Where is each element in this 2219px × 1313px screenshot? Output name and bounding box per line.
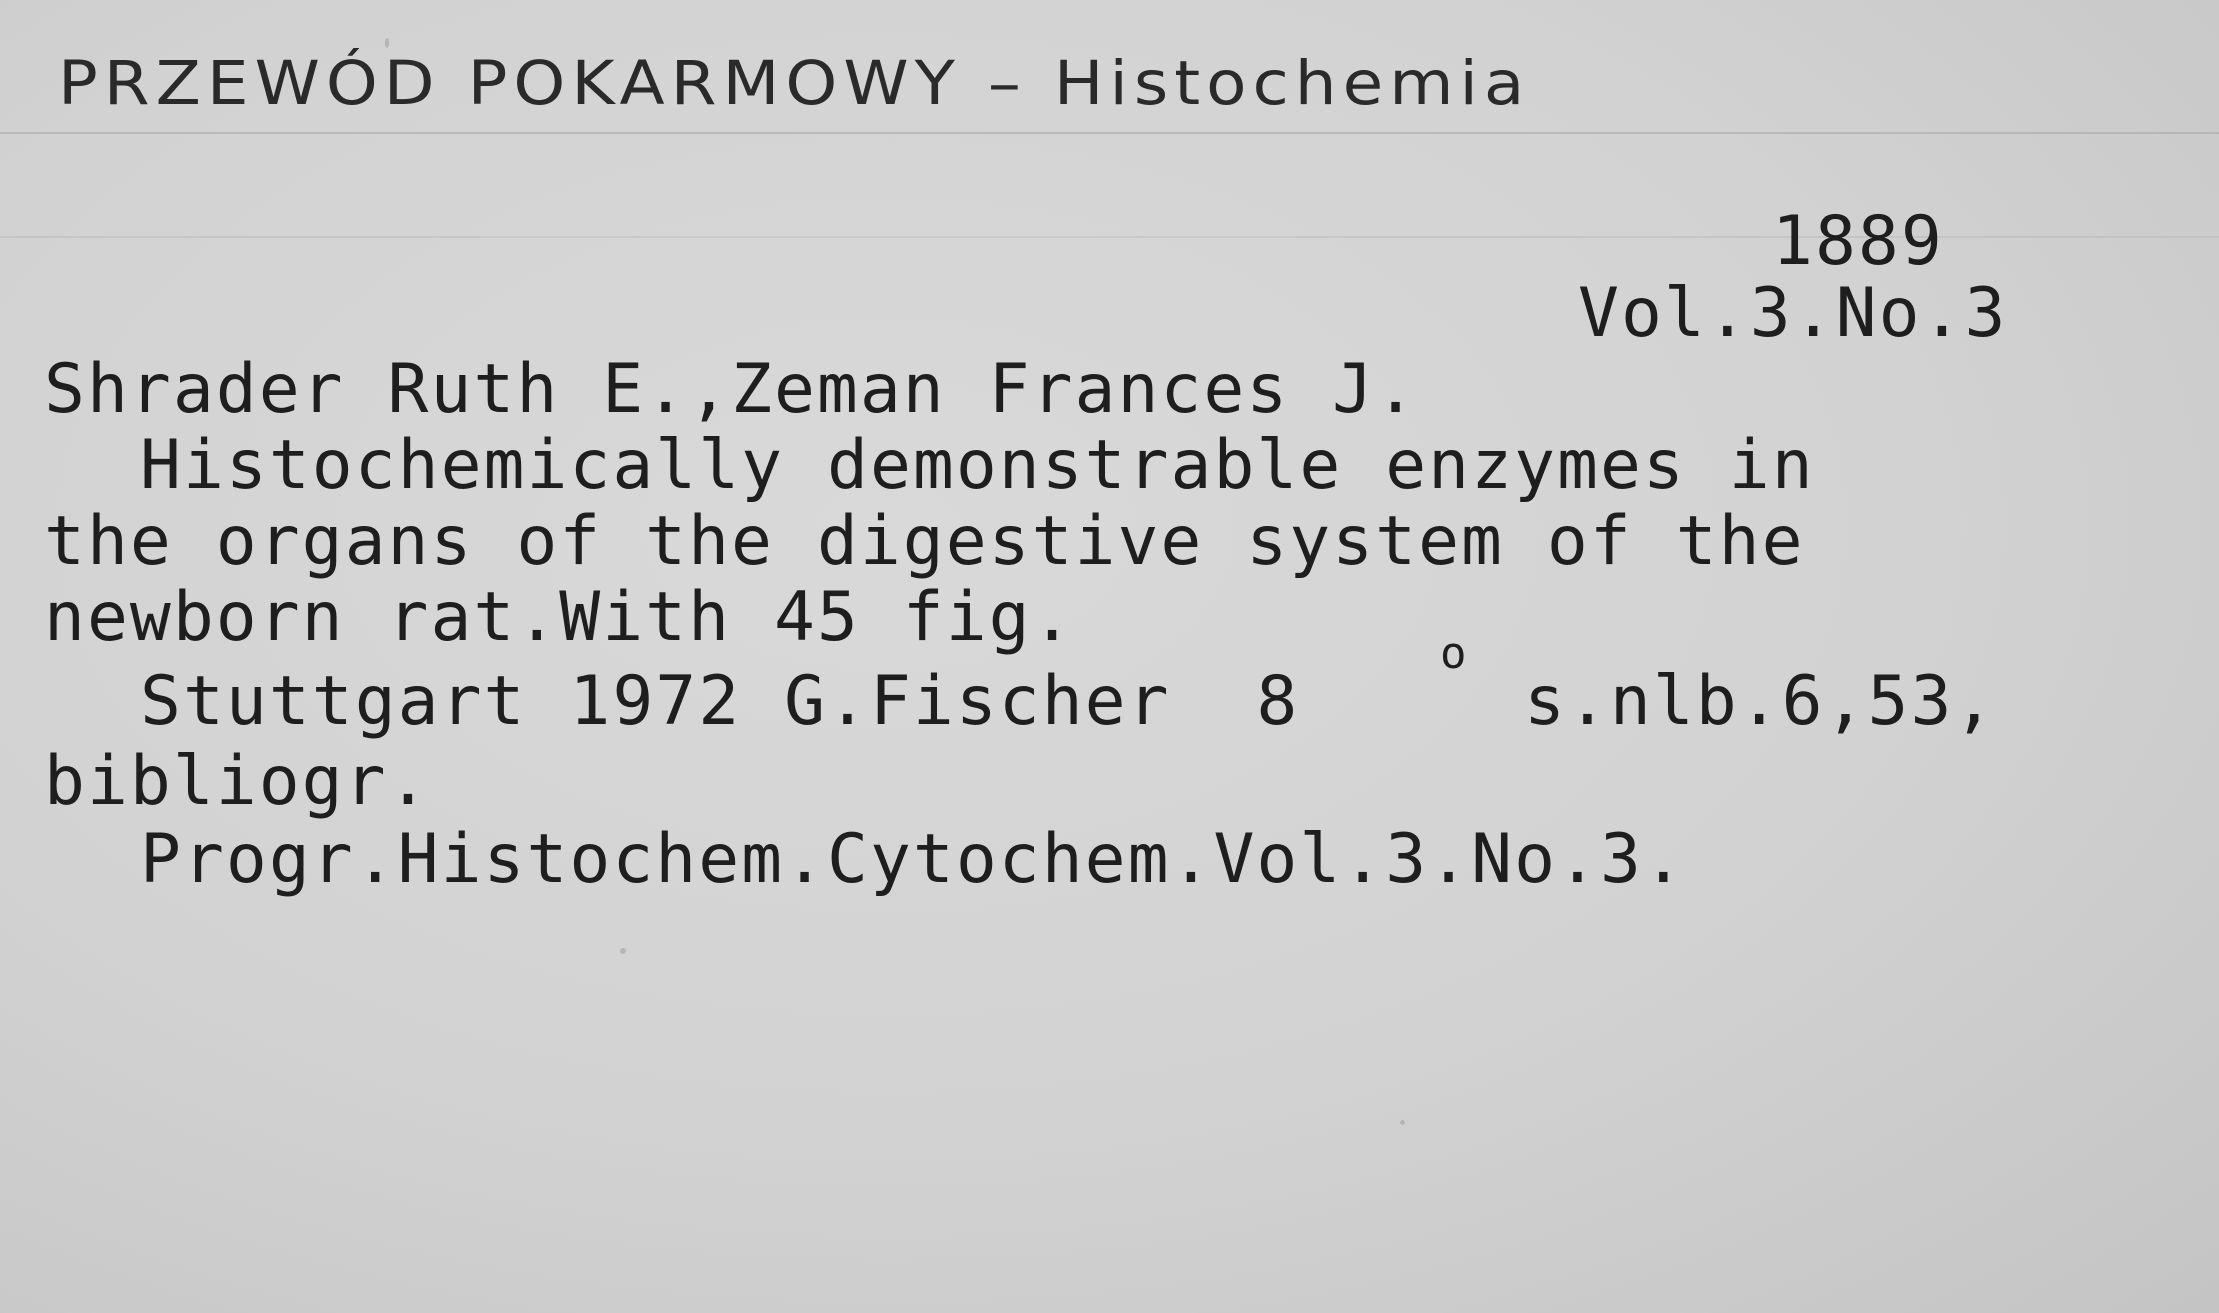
imprint-line: Stuttgart 1972 G.Fischer 8	[140, 662, 1300, 741]
card-top-rule	[0, 132, 2219, 134]
imprint-pages: s.nlb.6,53,	[1524, 662, 1997, 741]
title-line: the organs of the digestive system of the	[44, 502, 1805, 581]
volume-reference: Vol.3.No.3	[1578, 274, 2008, 353]
series-note: Progr.Histochem.Cytochem.Vol.3.No.3.	[140, 820, 1686, 899]
year: 1889	[1772, 202, 1944, 281]
title-line: Histochemically demonstrable enzymes in	[140, 426, 1815, 505]
paper-speck	[1400, 1120, 1405, 1125]
authors: Shrader Ruth E.,Zeman Frances J.	[44, 350, 1419, 429]
subject-heading: PRZEWÓD POKARMOWY – Histochemia	[58, 48, 1531, 119]
paper-speck	[385, 38, 389, 48]
title-line: newborn rat.With 45 fig.	[44, 578, 1075, 657]
format-superscript: o	[1440, 628, 1467, 679]
bibliography-note: bibliogr.	[44, 742, 431, 821]
paper-speck	[620, 948, 626, 954]
